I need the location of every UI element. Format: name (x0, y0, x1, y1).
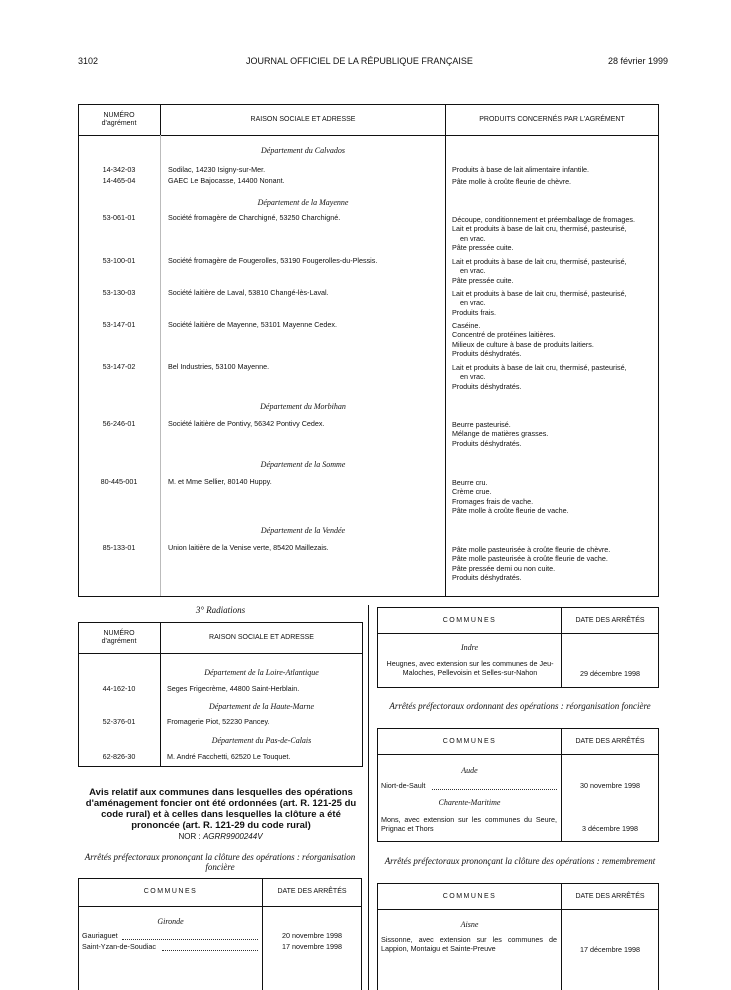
produits: Pâte molle pasteurisée à croûte fleurie de chèvre. Pâte molle pasteurisée à croûte fleurie de vache. Pâte pressée demi ou non cuite. Produits déshydratés. (452, 545, 611, 583)
produits: Pâte molle à croûte fleurie de chèvre. (452, 177, 572, 186)
journal-title: JOURNAL OFFICIEL DE LA RÉPUBLIQUE FRANÇAISE (246, 56, 473, 66)
col-header-produits: PRODUITS CONCERNÉS PAR L'AGRÉMENT (479, 116, 625, 123)
raison-sociale: Société laitière de Pontivy, 56342 Pontivy Cedex. (168, 419, 325, 428)
issue-date: 28 février 1999 (608, 56, 669, 66)
dept-heading: Département de la Somme (260, 460, 346, 469)
col-header-date: DATE DES ARRÊTÉS (277, 888, 347, 895)
agrement-number: 53-147-02 (102, 362, 136, 371)
col-header-date: DATE DES ARRÊTÉS (575, 738, 645, 745)
agrement-number: 56-246-01 (102, 419, 136, 428)
caption-ordonnant-reorganisation: Arrêtés préfectoraux ordonnant des opérations : réorganisation foncière (389, 701, 651, 711)
dept-heading: Département du Calvados (261, 146, 345, 155)
nor-reference: NOR : AGRR9900244V (178, 832, 263, 841)
col-header-raison: RAISON SOCIALE ET ADRESSE (209, 634, 314, 641)
arrete-date: 17 décembre 1998 (580, 945, 640, 954)
raison-sociale: Bel Industries, 53100 Mayenne. (168, 362, 270, 371)
avis-title: Avis relatif aux communes dans lesquelles des opérations d'aménagement foncier ont été ordonnées (art. R. 121-25 du code rural) et à celles dans lesquelles la clôture a été prononcée (art. R. 121-29 du code rural) (85, 787, 357, 831)
produits: Lait et produits à base de lait cru, thermisé, pasteurisé, en vrac. Produits déshydratés. (452, 363, 627, 391)
raison-sociale: Société fromagère de Charchigné, 53250 Charchigné. (168, 213, 341, 222)
agrement-number: 14-342-03 (102, 165, 136, 174)
dept-heading: Aisne (460, 920, 479, 929)
col-header-raison: RAISON SOCIALE ET ADRESSE (250, 116, 356, 123)
dept-heading: Département du Pas-de-Calais (211, 736, 312, 745)
commune-name: Gauriaguet (82, 931, 118, 940)
produits: Beurre cru. Crème crue. Fromages frais de vache. Pâte molle à croûte fleurie de vache. (452, 478, 569, 516)
commune-name: Saint-Yzan-de-Soudiac (82, 942, 156, 951)
arrete-date: 3 décembre 1998 (582, 824, 638, 833)
dept-heading: Département de la Loire-Atlantique (204, 668, 319, 677)
col-header-date: DATE DES ARRÊTÉS (575, 617, 645, 624)
dot-leader (162, 950, 258, 951)
arrete-date: 29 décembre 1998 (580, 669, 640, 678)
col-header-communes: COMMUNES (442, 617, 497, 624)
page-number: 3102 (78, 56, 99, 66)
arrete-date: 30 novembre 1998 (580, 781, 640, 790)
col-header-communes: COMMUNES (143, 888, 198, 895)
raison-sociale: M. André Facchetti, 62520 Le Touquet. (167, 752, 291, 761)
agrement-number: 85-133-01 (102, 543, 136, 552)
col-header-date: DATE DES ARRÊTÉS (575, 893, 645, 900)
commune-name: Heugnes, avec extension sur les communes de Jeu-Maloches, Pellevoisin et Selles-sur-Nahon (386, 659, 554, 677)
raison-sociale: Seges Frigecrème, 44800 Saint-Herblain. (167, 684, 300, 693)
raison-sociale: GAEC Le Bajocasse, 14400 Nonant. (168, 176, 285, 185)
agrement-number: 80-445-001 (100, 477, 138, 486)
produits: Produits à base de lait alimentaire infantile. (452, 165, 590, 174)
raison-sociale: Fromagerie Piot, 52230 Pancey. (167, 717, 270, 726)
dept-heading: Aude (461, 766, 478, 775)
produits: Lait et produits à base de lait cru, thermisé, pasteurisé, en vrac. Pâte pressée cuite. (452, 257, 627, 285)
arrete-date: 20 novembre 1998 (282, 931, 342, 940)
dept-heading: Gironde (157, 917, 184, 926)
produits: Caséine. Concentré de protéines laitières. Milieux de culture à base de produits laitiers. Produits déshydratés. (452, 321, 594, 359)
commune-name: Mons, avec extension sur les communes du Seure, Prignac et Thors (381, 815, 557, 833)
dept-heading: Indre (460, 643, 479, 652)
agrement-number: 14-465-04 (102, 176, 136, 185)
raison-sociale: Sodilac, 14230 Isigny-sur-Mer. (168, 165, 266, 174)
column-separator (368, 605, 369, 990)
arrete-date: 17 novembre 1998 (282, 942, 342, 951)
agrement-number: 53-147-01 (102, 320, 136, 329)
agrement-number: 53-130-03 (102, 288, 136, 297)
caption-cloture-reorganisation: Arrêtés préfectoraux prononçant la clôture des opérations : réorganisation foncière (84, 852, 356, 872)
dept-heading: Département du Morbihan (260, 402, 346, 411)
commune-name: Sissonne, avec extension sur les communes de Lappion, Montaigu et Sainte-Preuve (381, 935, 557, 953)
raison-sociale: Union laitière de la Venise verte, 85420 Maillezais. (168, 543, 329, 552)
agrement-number: 52-376-01 (102, 717, 136, 726)
col-header-communes: COMMUNES (442, 893, 497, 900)
produits: Découpe, conditionnement et préemballage de fromages. Lait et produits à base de lait cru, thermisé, pasteurisé, en vrac. Pâte pressée cuite. (452, 215, 635, 253)
dot-leader (122, 939, 258, 940)
col-header-communes: COMMUNES (442, 738, 497, 745)
dept-heading: Département de la Haute-Marne (208, 702, 315, 711)
agrement-number: 62-826-30 (102, 752, 136, 761)
col-header-numero: NUMÉRO d'agrément (101, 112, 137, 127)
raison-sociale: Société laitière de Laval, 53810 Changé-lès-Laval. (168, 288, 329, 297)
commune-name: Niort-de-Sault (381, 781, 426, 790)
produits: Beurre pasteurisé. Mélange de matières grasses. Produits déshydratés. (452, 420, 549, 448)
dept-heading: Charente-Maritime (438, 798, 501, 807)
raison-sociale: Société fromagère de Fougerolles, 53190 Fougerolles-du-Plessis. (168, 256, 378, 265)
caption-cloture-remembrement: Arrêtés préfectoraux prononçant la clôture des opérations : remembrement (384, 856, 656, 866)
agrement-number: 53-100-01 (102, 256, 136, 265)
dept-heading: Département de la Mayenne (257, 198, 349, 207)
raison-sociale: Société laitière de Mayenne, 53101 Mayenne Cedex. (168, 320, 338, 329)
agrement-number: 53-061-01 (102, 213, 136, 222)
radiations-title: 3° Radiations (195, 605, 246, 615)
agrement-number: 44-162-10 (102, 684, 136, 693)
raison-sociale: M. et Mme Sellier, 80140 Huppy. (168, 477, 272, 486)
produits: Lait et produits à base de lait cru, thermisé, pasteurisé, en vrac. Produits frais. (452, 289, 627, 317)
col-header-numero: NUMÉRO d'agrément (101, 630, 137, 645)
dept-heading: Département de la Vendée (260, 526, 346, 535)
dot-leader (432, 789, 557, 790)
